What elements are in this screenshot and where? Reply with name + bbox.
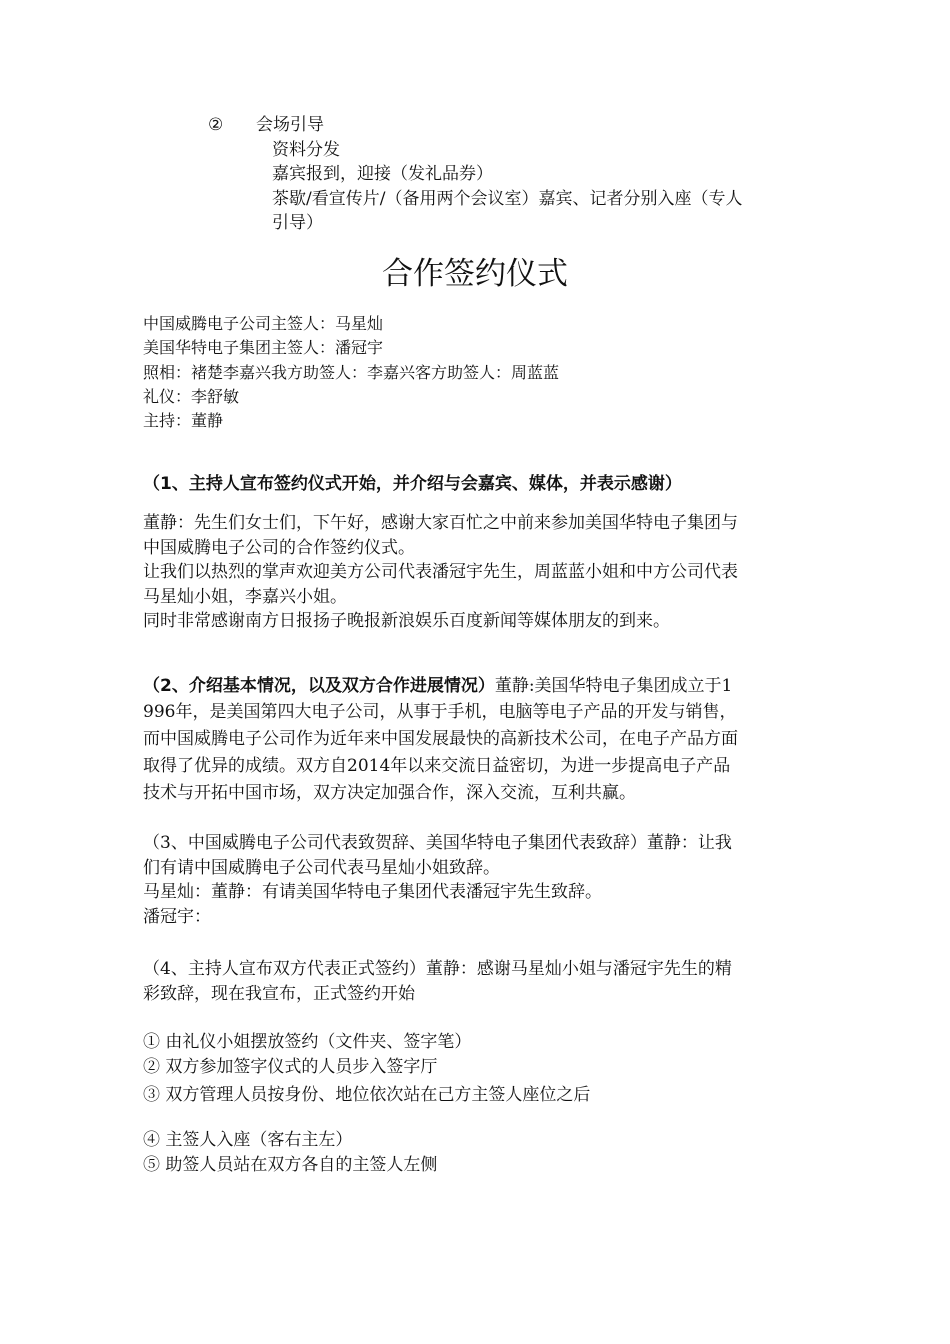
role-line: 照相：褚楚李嘉兴我方助签人：李嘉兴客方助签人：周蓝蓝 <box>143 363 560 382</box>
top-line: 资料分发 <box>272 140 340 160</box>
role-line: 主持：董静 <box>143 411 224 430</box>
section-1-line: 让我们以热烈的掌声欢迎美方公司代表潘冠宇先生，周蓝蓝小姐和中方公司代表 <box>143 562 738 582</box>
section-2-line: 996年，是美国第四大电子公司，从事于手机，电脑等电子产品的开发与销售， <box>143 702 737 722</box>
section-2-first-line <box>143 674 732 698</box>
section-4-line: （4、主持人宣布双方代表正式签约）董静：感谢马星灿小姐与潘冠宇先生的精 <box>143 959 732 979</box>
section-1-line: 董静：先生们女士们，下午好，感谢大家百忙之中前来参加美国华特电子集团与 <box>143 513 738 533</box>
section-1-line: 同时非常感谢南方日报扬子晚报新浪娱乐百度新闻等媒体朋友的到来。 <box>143 611 670 631</box>
section-1-line: 中国威腾电子公司的合作签约仪式。 <box>143 538 415 558</box>
section-4-line: 彩致辞，现在我宣布，正式签约开始 <box>143 984 415 1004</box>
section-3-line: 马星灿：董静：有请美国华特电子集团代表潘冠宇先生致辞。 <box>143 882 602 902</box>
step-item: ① 由礼仪小姐摆放签约（文件夹、签字笔） <box>143 1032 472 1052</box>
section-3-line: 们有请中国威腾电子公司代表马星灿小姐致辞。 <box>143 858 500 878</box>
item-title: 会场引导 <box>256 115 324 135</box>
role-line: 礼仪：李舒敏 <box>143 387 240 406</box>
section-2-line: 技术与开拓中国市场，双方决定加强合作，深入交流，互利共赢。 <box>143 783 636 803</box>
section-2-first-text: 董静:美国华特电子集团成立于1 <box>494 676 733 696</box>
section-1-heading: （1、主持人宣布签约仪式开始，并介绍与会嘉宾、媒体，并表示感谢） <box>143 474 682 494</box>
step-item: ③ 双方管理人员按身份、地位依次站在己方主签人座位之后 <box>143 1085 591 1105</box>
section-3-line: （3、中国威腾电子公司代表致贺辞、美国华特电子集团代表致辞）董静：让我 <box>143 833 732 853</box>
step-item: ④ 主签人入座（客右主左） <box>143 1130 353 1150</box>
step-item: ⑤ 助签人员站在双方各自的主签人左侧 <box>143 1155 438 1175</box>
top-line: 茶歇/看宣传片/（备用两个会议室）嘉宾、记者分别入座（专人 <box>272 189 743 209</box>
role-line: 美国华特电子集团主签人：潘冠宇 <box>143 338 384 357</box>
section-1-line: 马星灿小姐，李嘉兴小姐。 <box>143 587 347 607</box>
step-item: ② 双方参加签字仪式的人员步入签字厅 <box>143 1057 438 1077</box>
top-line: 嘉宾报到，迎接（发礼品券） <box>272 164 493 184</box>
top-line: 引导） <box>272 213 323 233</box>
section-2-line: 取得了优异的成绩。双方自2014年以来交流日益密切，为进一步提高电子产品 <box>143 756 731 776</box>
section-2-heading: （2、介绍基本情况，以及双方合作进展情况） <box>143 676 495 696</box>
item-marker: ② <box>208 115 224 135</box>
section-3-line: 潘冠宇： <box>143 907 211 927</box>
document-title: 合作签约仪式 <box>382 256 568 292</box>
role-line: 中国威腾电子公司主签人：马星灿 <box>143 314 384 333</box>
section-2-line: 而中国威腾电子公司作为近年来中国发展最快的高新技术公司，在电子产品方面 <box>143 729 738 749</box>
